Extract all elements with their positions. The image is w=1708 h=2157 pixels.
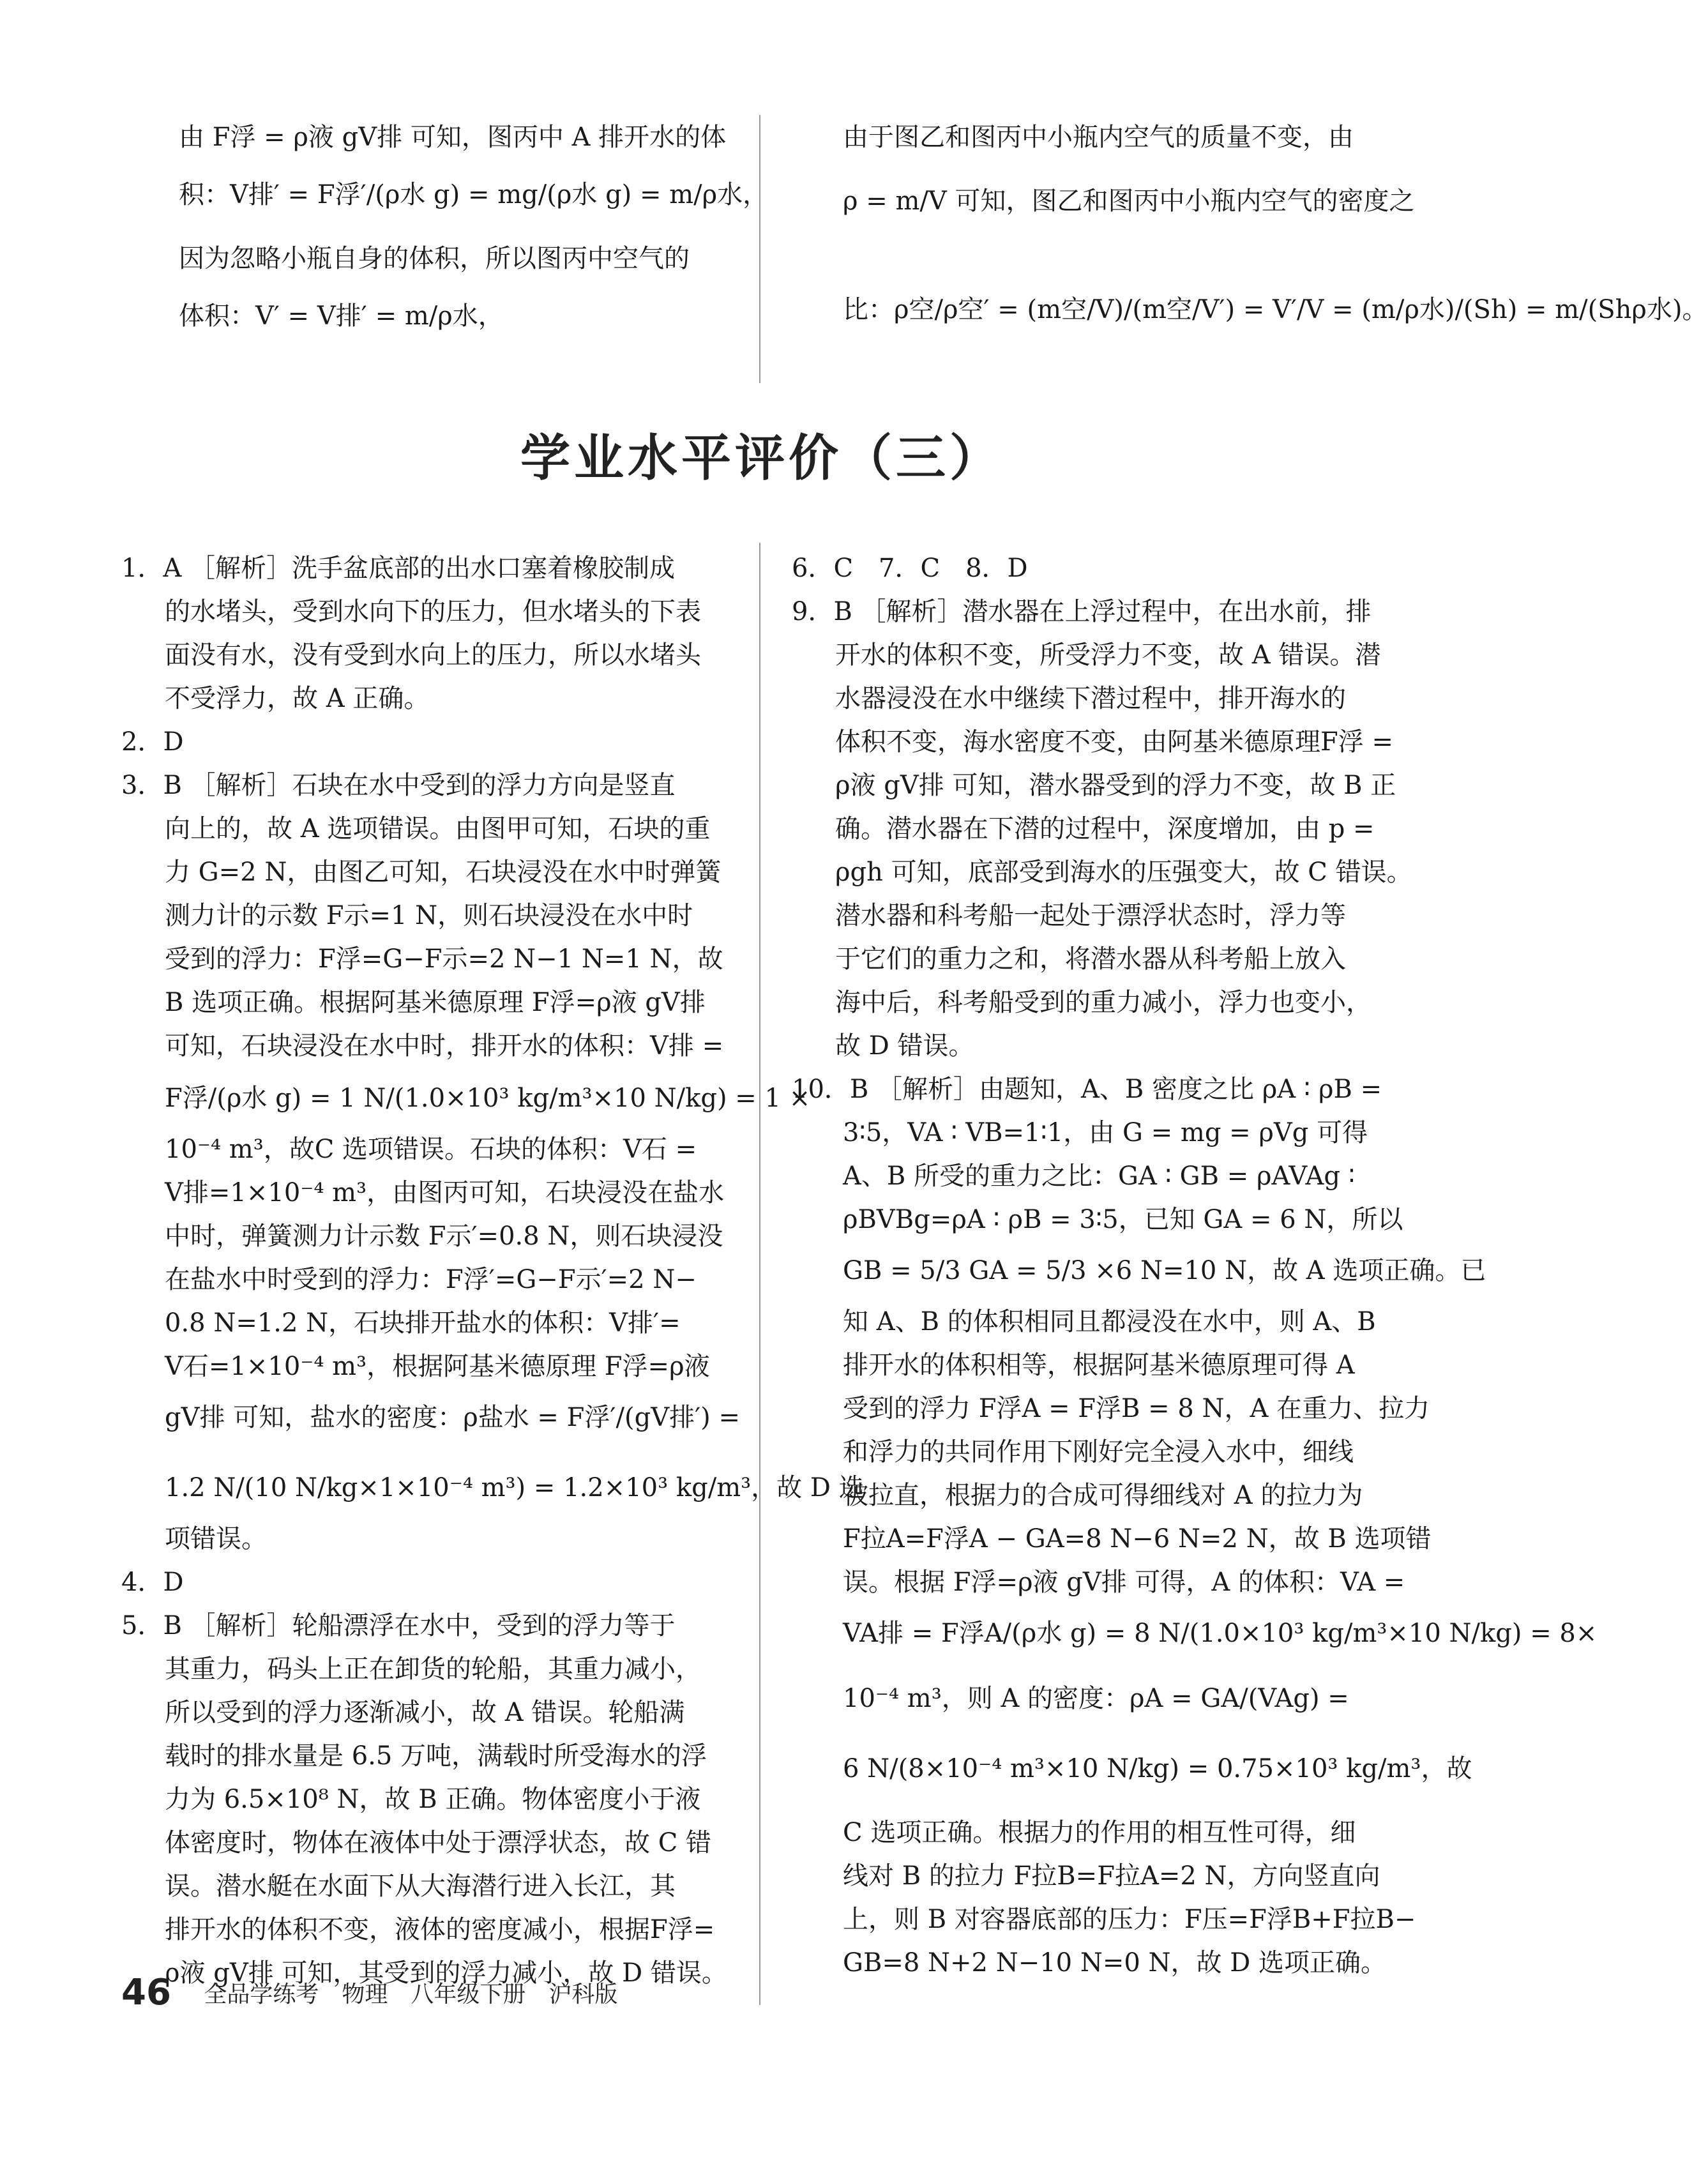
- text-line: 被拉直，根据力的合成可得细线对 A 的拉力为: [843, 1481, 1363, 1510]
- text-line: 由于图乙和图丙中小瓶内空气的质量不变，由: [843, 123, 1354, 152]
- text-line: ρ液 gV排 可知，其受到的浮力减小，故 D 错误。: [165, 1958, 727, 1988]
- text-line: C 选项正确。根据力的作用的相互性可得，细: [843, 1818, 1356, 1847]
- text-line: VA排 = F浮A/(ρ水 g) = 8 N/(1.0×10³ kg/m³×10 N/kg) = 8×: [843, 1619, 1598, 1648]
- section-title: 学业水平评价（三）: [520, 430, 1003, 487]
- text-line: 知 A、B 的体积相同且都浸没在水中，则 A、B: [843, 1307, 1376, 1336]
- text-line: 于它们的重力之和，将潜水器从科考船上放入: [835, 944, 1346, 974]
- text-line: 体积：V′ = V排′ = m/ρ水，: [179, 301, 504, 331]
- top-column-divider: [759, 115, 760, 383]
- text-line: 6 N/(8×10⁻⁴ m³×10 N/kg) = 0.75×10³ kg/m³，故: [843, 1754, 1472, 1783]
- text-line: 载时的排水量是 6.5 万吨，满载时所受海水的浮: [165, 1741, 707, 1771]
- footer-text: 全品学练考 物理 八年级下册 沪科版: [204, 1981, 618, 2008]
- text-line: V石=1×10⁻⁴ m³，根据阿基米德原理 F浮=ρ液: [165, 1352, 710, 1381]
- text-line: gV排 可知，盐水的密度：ρ盐水 = F浮′/(gV排′) =: [165, 1403, 740, 1432]
- text-line: 1．A ［解析］洗手盆底部的出水口塞着橡胶制成: [121, 554, 676, 583]
- text-line: 4．D: [121, 1568, 184, 1597]
- text-line: 0.8 N=1.2 N，石块排开盐水的体积：V排′=: [165, 1308, 681, 1338]
- text-line: 其重力，码头上正在卸货的轮船，其重力减小，: [165, 1654, 701, 1684]
- text-line: 力 G=2 N，由图乙可知，石块浸没在水中时弹簧: [165, 858, 722, 887]
- text-line: 因为忽略小瓶自身的体积，所以图丙中空气的: [179, 244, 690, 273]
- text-line: GB = 5/3 GA = 5/3 ×6 N=10 N，故 A 选项正确。已: [843, 1256, 1486, 1285]
- text-line: 误。潜水艇在水面下从大海潜行进入长江，其: [165, 1872, 676, 1901]
- text-line: 力为 6.5×10⁸ N，故 B 正确。物体密度小于液: [165, 1785, 701, 1814]
- text-line: 10．B ［解析］由题知，A、B 密度之比 ρA ∶ ρB =: [792, 1075, 1382, 1104]
- text-line: 水器浸没在水中继续下潜过程中，排开海水的: [835, 684, 1346, 713]
- text-line: 所以受到的浮力逐渐减小，故 A 错误。轮船满: [165, 1698, 685, 1727]
- text-line: F浮/(ρ水 g) = 1 N/(1.0×10³ kg/m³×10 N/kg) = 1 ×: [165, 1084, 811, 1113]
- text-line: 开水的体积不变，所受浮力不变，故 A 错误。潜: [835, 640, 1381, 670]
- text-line: 6．C 7．C 8．D: [792, 554, 1028, 583]
- text-line: 体密度时，物体在液体中处于漂浮状态，故 C 错: [165, 1828, 712, 1858]
- text-line: 中时，弹簧测力计示数 F示′=0.8 N，则石块浸没: [165, 1222, 723, 1251]
- text-line: 3．B ［解析］石块在水中受到的浮力方向是竖直: [121, 771, 676, 800]
- text-line: 体积不变，海水密度不变，由阿基米德原理F浮 =: [835, 727, 1393, 757]
- text-line: 上，则 B 对容器底部的压力：F压=F浮B+F拉B−: [843, 1905, 1416, 1934]
- text-line: 受到的浮力：F浮=G−F示=2 N−1 N=1 N，故: [165, 944, 723, 974]
- text-line: 10⁻⁴ m³，故C 选项错误。石块的体积：V石 =: [165, 1135, 697, 1164]
- text-line: A、B 所受的重力之比：GA ∶ GB = ρAVAg ∶: [843, 1162, 1356, 1191]
- text-line: 比：ρ空/ρ空′ = (m空/V)/(m空/V′) = V′/V = (m/ρ水)/(Sh) = m/(Shρ水)。: [843, 295, 1708, 324]
- text-line: 9．B ［解析］潜水器在上浮过程中，在出水前，排: [792, 597, 1372, 626]
- text-line: 确。潜水器在下潜的过程中，深度增加，由 p =: [835, 814, 1375, 844]
- text-line: 向上的，故 A 选项错误。由图甲可知，石块的重: [165, 814, 711, 844]
- text-line: 5．B ［解析］轮船漂浮在水中，受到的浮力等于: [121, 1611, 676, 1640]
- text-line: V排=1×10⁻⁴ m³，由图丙可知，石块浸没在盐水: [165, 1178, 725, 1207]
- text-line: 积：V排′ = F浮′/(ρ水 g) = mg/(ρ水 g) = m/ρ水，: [179, 180, 769, 209]
- text-line: 测力计的示数 F示=1 N，则石块浸没在水中时: [165, 901, 693, 930]
- text-line: F拉A=F浮A − GA=8 N−6 N=2 N，故 B 选项错: [843, 1524, 1432, 1554]
- text-line: GB=8 N+2 N−10 N=0 N，故 D 选项正确。: [843, 1948, 1387, 1978]
- text-line: 可知，石块浸没在水中时，排开水的体积：V排 =: [165, 1031, 724, 1061]
- text-line: 线对 B 的拉力 F拉B=F拉A=2 N，方向竖直向: [843, 1861, 1380, 1891]
- text-line: 3∶5，VA ∶ VB=1∶1，由 G = mg = ρVg 可得: [843, 1118, 1368, 1147]
- text-line: 误。根据 F浮=ρ液 gV排 可得，A 的体积：VA =: [843, 1568, 1405, 1597]
- text-line: 潜水器和科考船一起处于漂浮状态时，浮力等: [835, 901, 1346, 930]
- text-line: B 选项正确。根据阿基米德原理 F浮=ρ液 gV排: [165, 988, 706, 1017]
- text-line: ρ液 gV排 可知，潜水器受到的浮力不变，故 B 正: [835, 771, 1396, 800]
- text-line: 10⁻⁴ m³，则 A 的密度：ρA = GA/(VAg) =: [843, 1684, 1349, 1713]
- text-line: 的水堵头，受到水向下的压力，但水堵头的下表: [165, 597, 701, 626]
- text-line: 不受浮力，故 A 正确。: [165, 684, 430, 713]
- text-line: 2．D: [121, 727, 184, 757]
- text-line: 项错误。: [165, 1524, 267, 1554]
- text-line: 由 F浮 = ρ液 gV排 可知，图丙中 A 排开水的体: [179, 123, 727, 152]
- text-line: 故 D 错误。: [835, 1031, 974, 1061]
- text-line: ρBVBg=ρA ∶ ρB = 3∶5，已知 GA = 6 N，所以: [843, 1205, 1403, 1234]
- text-line: 面没有水，没有受到水向上的压力，所以水堵头: [165, 640, 701, 670]
- page-number: 46: [121, 1972, 171, 2013]
- text-line: 在盐水中时受到的浮力：F浮′=G−F示′=2 N−: [165, 1265, 697, 1294]
- text-line: 海中后，科考船受到的重力减小，浮力也变小，: [835, 988, 1372, 1017]
- text-line: 1.2 N/(10 N/kg×1×10⁻⁴ m³) = 1.2×10³ kg/m³，故 D 选: [165, 1473, 865, 1502]
- text-line: 排开水的体积相等，根据阿基米德原理可得 A: [843, 1351, 1355, 1380]
- text-line: ρgh 可知，底部受到海水的压强变大，故 C 错误。: [835, 858, 1412, 887]
- text-line: 受到的浮力 F浮A = F浮B = 8 N，A 在重力、拉力: [843, 1394, 1430, 1423]
- text-line: 排开水的体积不变，液体的密度减小，根据F浮=: [165, 1915, 715, 1944]
- text-line: ρ = m/V 可知，图乙和图丙中小瓶内空气的密度之: [843, 186, 1415, 216]
- main-column-divider: [759, 543, 760, 2005]
- text-line: 和浮力的共同作用下刚好完全浸入水中，细线: [843, 1437, 1354, 1467]
- page-footer: [121, 1972, 617, 2013]
